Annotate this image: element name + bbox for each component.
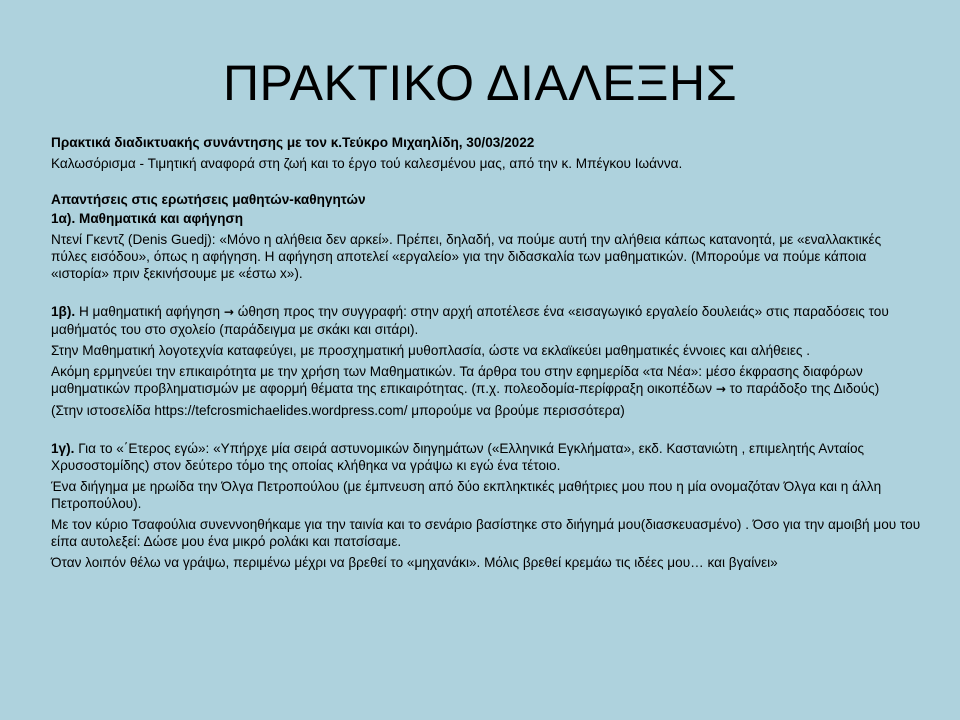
answers-heading: Απαντήσεις στις ερωτήσεις μαθητών-καθηγητών [51, 192, 366, 207]
section-1c-p3: Με τον κύριο Τσαφούλια συνεννοηθήκαμε για την ταινία και το σενάριο βασίστηκε στο διήγημά μου(διασκευασμένο) . Όσο για την αμοιβή μου του είπα αυτολεξεί: Δώσε μου ένα μικρό ρολάκι και πατσίσαμε. [51, 517, 921, 549]
section-1b-p3 [51, 363, 921, 398]
welcome-line: Καλωσόρισμα - Τιμητική αναφορά στη ζωή και το έργο τού καλεσμένου μας, από την κ. Μπέγκου Ιωάννα. [51, 156, 683, 171]
section-1c-p1-rest: Για το «΄Ετερος εγώ»: «Υπήρχε μία σειρά αστυνομικών διηγημάτων («Ελληνικά Εγκλήματα», εκδ. Καστανιώτη , επιμελητής Ανταίος Χρυσοστομίδης) στον δεύτερο τόμο της οποίας κλήθηκα να γράψω κι εγώ ένα τέτοιο. [51, 441, 865, 473]
section-1b-p1-part1: Η μαθηματική αφήγηση [75, 304, 224, 319]
section-1c-label: 1γ). [51, 441, 75, 456]
section-1c-p2: Ένα διήγημα με ηρωίδα την Όλγα Πετροπούλου (με έμπνευση από δύο εκπληκτικές μαθήτριες μου που η μία ονομαζόταν Όλγα και η άλλη Πετροπούλου). [51, 479, 882, 511]
section-1b-p2: Στην Μαθηματική λογοτεχνία καταφεύγει, με προσχηματική μυθοπλασία, ώστε να εκλαϊκεύει μαθηματικές έννοιες και αλήθειες . [51, 343, 810, 358]
slide-content [51, 134, 921, 575]
right-arrow-icon: → [715, 382, 726, 396]
header-line: Πρακτικά διαδικτυακής συνάντησης με τον κ.Τεύκρο Μιχαηλίδη, 30/03/2022 [51, 135, 535, 150]
section-1c-p4: Όταν λοιπόν θέλω να γράψω, περιμένω μέχρι να βρεθεί το «μηχανάκι». Μόλις βρεθεί κρεμάω τις ιδέες μου… και βγαίνει» [51, 555, 778, 570]
slide-title: ΠΡΑΚΤΙΚΟ ΔΙΑΛΕΞΗΣ [222, 55, 738, 111]
section-1a-text: Ντενί Γκεντζ (Denis Guedj): «Μόνο η αλήθεια δεν αρκεί». Πρέπει, δηλαδή, να πούμε αυτή την αλήθεια κάπως κατανοητά, με «εναλλακτικές πύλες εισόδου», όπως η αφήγηση. Η αφήγηση αποτελεί «εργαλείο» για την διδασκαλία των μαθηματικών. (Μπορούμε να πούμε κάποια «ιστορία» πριν ξεκινήσουμε με «έστω x»). [51, 232, 882, 281]
spacer [51, 176, 921, 191]
spacer [51, 286, 921, 303]
section-1b-p1 [51, 303, 921, 338]
section-1a-heading: 1α). Μαθηματικά και αφήγηση [51, 211, 243, 226]
spacer [51, 423, 921, 440]
section-1b-p4: (Στην ιστοσελίδα https://tefcrosmichaelides.wordpress.com/ μπορούμε να βρούμε περισσότερα) [51, 403, 625, 418]
section-1b-p3-part2: το παράδοξο της Διδούς) [725, 381, 880, 396]
right-arrow-icon: → [223, 305, 234, 319]
section-1b-p3-part1: Ακόμη ερμηνεύει την επικαιρότητα με την χρήση των Μαθηματικών. Τα άρθρα του στην εφημερίδα «τα Νέα»: μέσο έκφρασης διαφόρων μαθηματικών προβληματισμών με αφορμή θέματα της επικαιρότητας. (π.χ. πολεοδομία-περίφραξη οικοπέδων [51, 364, 863, 396]
section-1b-p1-part2: ώθηση προς την συγγραφή: στην αρχή αποτέλεσε ένα «εισαγωγικό εργαλείο δουλειάς» στις παραδόσεις του μαθήματός του στο σχολείο (παράδειγμα με σκάκι και σιτάρι). [51, 304, 889, 337]
section-1c-p1 [51, 440, 921, 474]
section-1b-label: 1β). [51, 304, 76, 319]
